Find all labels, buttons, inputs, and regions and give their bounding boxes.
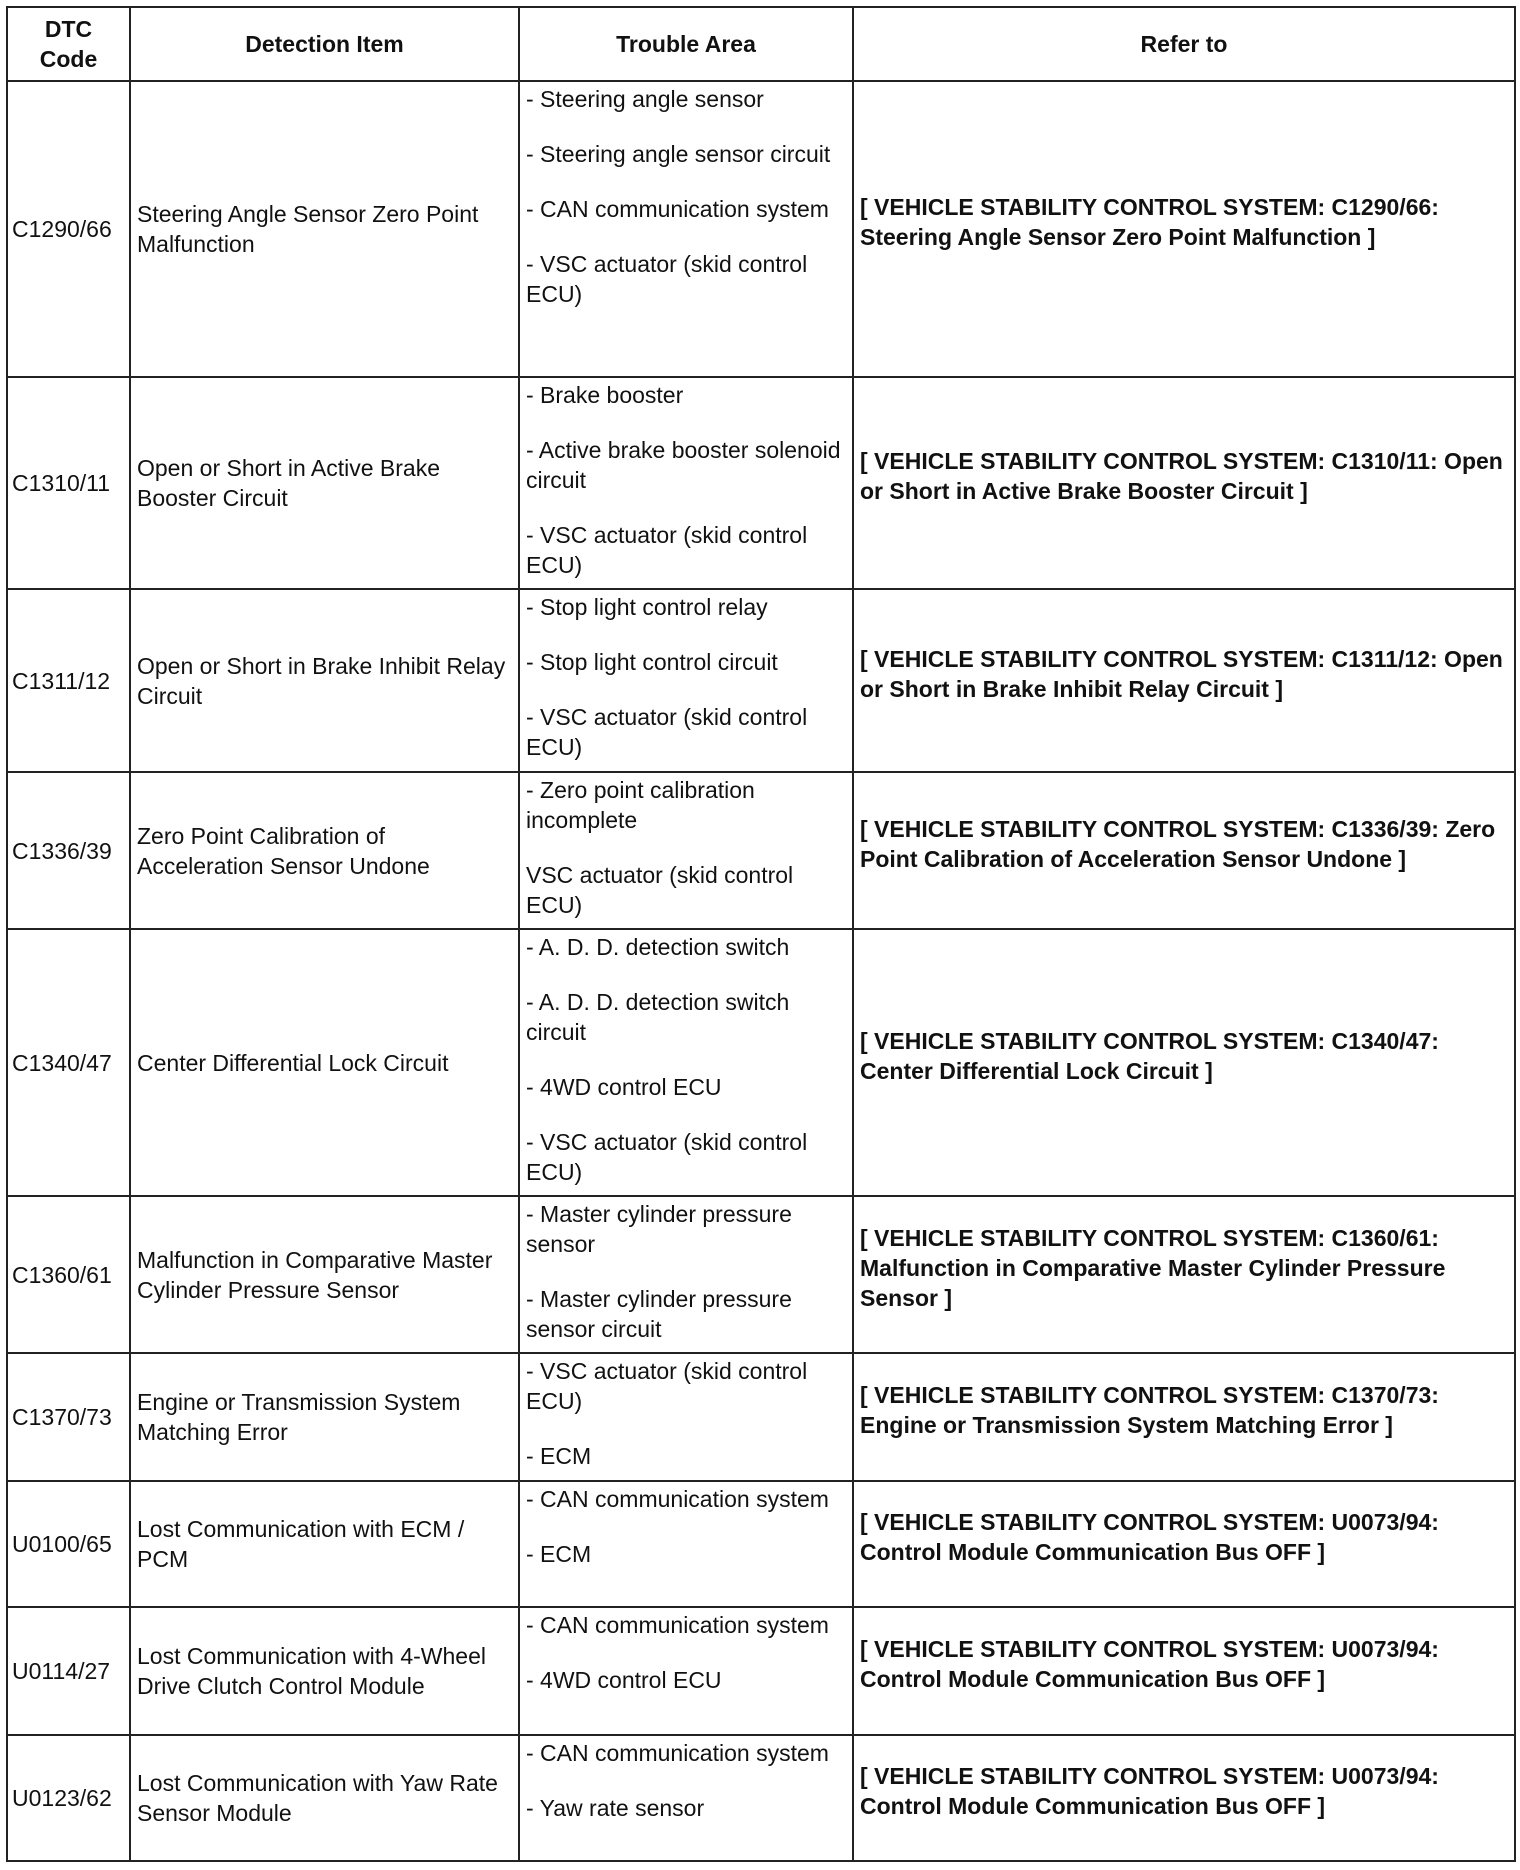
detection-item: Open or Short in Active Brake Booster Circuit: [130, 377, 519, 589]
refer-to-link[interactable]: [ VEHICLE STABILITY CONTROL SYSTEM: C1360/61: Malfunction in Comparative Master Cylinder Pressure Sensor ]: [860, 1224, 1446, 1311]
refer-to-cell: [853, 1735, 1515, 1861]
trouble-area-item: - Brake booster: [526, 382, 684, 408]
table-row: [7, 589, 1515, 772]
trouble-area: [519, 1607, 853, 1735]
trouble-area-item: - Active brake booster solenoid circuit: [526, 437, 841, 493]
header-refer-to: Refer to: [853, 7, 1515, 81]
trouble-area-item: - A. D. D. detection switch circuit: [526, 989, 790, 1045]
trouble-area-item: - VSC actuator (skid control ECU): [526, 1358, 808, 1414]
table-row: [7, 1353, 1515, 1481]
trouble-area-item: - VSC actuator (skid control ECU): [526, 251, 808, 307]
dtc-code: C1310/11: [7, 377, 130, 589]
header-row: [7, 7, 1515, 81]
trouble-area-item: - CAN communication system: [526, 1612, 829, 1638]
table-row: [7, 81, 1515, 377]
refer-to-cell: [853, 1196, 1515, 1353]
trouble-area: [519, 1735, 853, 1861]
trouble-area: [519, 1196, 853, 1353]
detection-item: Lost Communication with ECM / PCM: [130, 1481, 519, 1607]
refer-to-cell: [853, 1481, 1515, 1607]
refer-to-cell: [853, 1607, 1515, 1735]
trouble-area-item: - CAN communication system: [526, 196, 829, 222]
detection-item: Lost Communication with 4-Wheel Drive Clutch Control Module: [130, 1607, 519, 1735]
detection-item: Engine or Transmission System Matching Error: [130, 1353, 519, 1481]
table-row: [7, 1481, 1515, 1607]
header-detection-item: Detection Item: [130, 7, 519, 81]
refer-to-cell: [853, 81, 1515, 377]
refer-to-link[interactable]: [ VEHICLE STABILITY CONTROL SYSTEM: U0073/94: Control Module Communication Bus OFF ]: [860, 1509, 1439, 1565]
trouble-area-item: - VSC actuator (skid control ECU): [526, 1129, 808, 1185]
trouble-area-item: - Zero point calibration incomplete: [526, 777, 755, 833]
dtc-table: [6, 6, 1516, 1862]
dtc-code: C1370/73: [7, 1353, 130, 1481]
trouble-area-item: - Steering angle sensor circuit: [526, 141, 831, 167]
refer-to-cell: [853, 1353, 1515, 1481]
refer-to-cell: [853, 589, 1515, 772]
header-trouble-area: Trouble Area: [519, 7, 853, 81]
table-row: [7, 929, 1515, 1196]
trouble-area-item: - VSC actuator (skid control ECU): [526, 522, 808, 578]
trouble-area: [519, 1353, 853, 1481]
dtc-code: U0100/65: [7, 1481, 130, 1607]
detection-item: Center Differential Lock Circuit: [130, 929, 519, 1196]
table-row: [7, 1607, 1515, 1735]
refer-to-link[interactable]: [ VEHICLE STABILITY CONTROL SYSTEM: C1370/73: Engine or Transmission System Matching Error ]: [860, 1382, 1439, 1438]
dtc-code: C1336/39: [7, 772, 130, 929]
trouble-area-item: - 4WD control ECU: [526, 1667, 722, 1693]
detection-item: Malfunction in Comparative Master Cylinder Pressure Sensor: [130, 1196, 519, 1353]
trouble-area-item: - Yaw rate sensor: [526, 1795, 705, 1821]
dtc-code: C1360/61: [7, 1196, 130, 1353]
trouble-area-item: - Master cylinder pressure sensor circuit: [526, 1286, 792, 1342]
dtc-code: C1340/47: [7, 929, 130, 1196]
detection-item: Open or Short in Brake Inhibit Relay Circuit: [130, 589, 519, 772]
refer-to-link[interactable]: [ VEHICLE STABILITY CONTROL SYSTEM: C1311/12: Open or Short in Brake Inhibit Relay Circuit ]: [860, 645, 1503, 702]
trouble-area-item: - A. D. D. detection switch: [526, 934, 790, 960]
trouble-area-item: - ECM: [526, 1541, 592, 1567]
dtc-table-container: [6, 6, 1514, 1862]
trouble-area: [519, 81, 853, 377]
refer-to-link[interactable]: [ VEHICLE STABILITY CONTROL SYSTEM: U0073/94: Control Module Communication Bus OFF ]: [860, 1763, 1439, 1819]
detection-item: Lost Communication with Yaw Rate Sensor Module: [130, 1735, 519, 1861]
header-dtc-code: DTC Code: [7, 7, 130, 81]
refer-to-link[interactable]: [ VEHICLE STABILITY CONTROL SYSTEM: C1310/11: Open or Short in Active Brake Booster Circuit ]: [860, 448, 1503, 504]
refer-to-link[interactable]: [ VEHICLE STABILITY CONTROL SYSTEM: C1336/39: Zero Point Calibration of Acceleration Sensor Undone ]: [860, 815, 1496, 872]
table-row: [7, 1196, 1515, 1353]
trouble-area: [519, 377, 853, 589]
refer-to-link[interactable]: [ VEHICLE STABILITY CONTROL SYSTEM: C1340/47: Center Differential Lock Circuit ]: [860, 1027, 1439, 1084]
table-row: [7, 772, 1515, 929]
dtc-code: U0123/62: [7, 1735, 130, 1861]
trouble-area-item: - Steering angle sensor: [526, 86, 764, 112]
trouble-area-item: - 4WD control ECU: [526, 1074, 722, 1100]
trouble-area-item: - CAN communication system: [526, 1486, 829, 1512]
trouble-area: [519, 929, 853, 1196]
trouble-area: [519, 1481, 853, 1607]
refer-to-cell: [853, 377, 1515, 589]
trouble-area-item: - Stop light control circuit: [526, 649, 778, 675]
trouble-area-item: - VSC actuator (skid control ECU): [526, 704, 808, 760]
trouble-area-item: - Stop light control relay: [526, 594, 768, 620]
table-body: [7, 81, 1515, 1861]
trouble-area-item: VSC actuator (skid control ECU): [526, 862, 794, 918]
detection-item: Steering Angle Sensor Zero Point Malfunction: [130, 81, 519, 377]
refer-to-cell: [853, 929, 1515, 1196]
table-row: [7, 1735, 1515, 1861]
refer-to-link[interactable]: [ VEHICLE STABILITY CONTROL SYSTEM: U0073/94: Control Module Communication Bus OFF ]: [860, 1636, 1439, 1692]
refer-to-link[interactable]: [ VEHICLE STABILITY CONTROL SYSTEM: C1290/66: Steering Angle Sensor Zero Point Malfunction ]: [860, 194, 1439, 250]
refer-to-cell: [853, 772, 1515, 929]
dtc-code: U0114/27: [7, 1607, 130, 1735]
dtc-code: C1311/12: [7, 589, 130, 772]
trouble-area-item: - CAN communication system: [526, 1740, 829, 1766]
detection-item: Zero Point Calibration of Acceleration Sensor Undone: [130, 772, 519, 929]
trouble-area: [519, 589, 853, 772]
table-row: [7, 377, 1515, 589]
trouble-area-item: - ECM: [526, 1443, 592, 1469]
trouble-area-item: - Master cylinder pressure sensor: [526, 1201, 792, 1257]
dtc-code: C1290/66: [7, 81, 130, 377]
trouble-area: [519, 772, 853, 929]
